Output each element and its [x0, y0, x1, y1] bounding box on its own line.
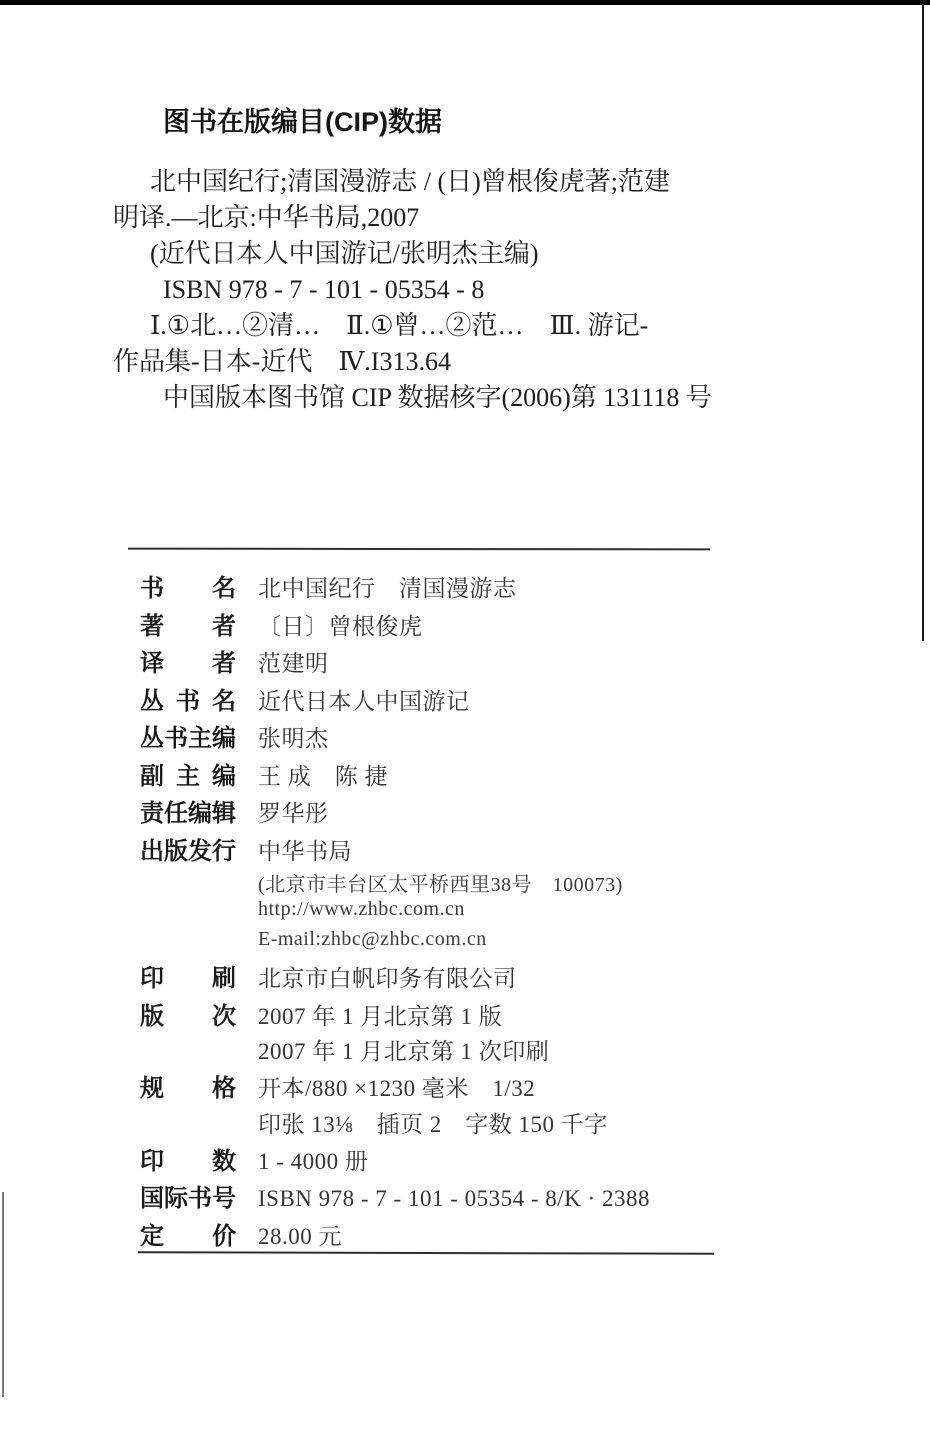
colophon-value: 〔日〕曾根俊虎 — [258, 613, 423, 639]
publisher-website: http://www.zhbc.com.cn — [258, 898, 465, 920]
cip-classification-line1: Ⅰ.①北…②清… Ⅱ.①曾…②范… Ⅲ. 游记- — [150, 311, 649, 340]
publisher-address: (北京市丰台区太平桥西里38号 100073) — [258, 874, 623, 896]
colophon-value: 北京市白帆印务有限公司 — [258, 966, 517, 991]
colophon-value: 开本/880 ×1230 毫米 1/32 — [258, 1076, 536, 1101]
colophon-label: 出版发行 — [140, 837, 236, 865]
colophon-row-responsible-editor — [140, 793, 780, 831]
colophon-row-print-run — [140, 1141, 780, 1179]
colophon-row-publisher — [140, 831, 780, 869]
colophon-value: 罗华彤 — [258, 801, 329, 826]
colophon-row-translator — [140, 643, 780, 681]
publisher-email: E-mail:zhbc@zhbc.com.cn — [258, 928, 487, 950]
colophon-row-publisher-website — [140, 898, 780, 928]
colophon-row-format — [140, 1068, 780, 1106]
colophon-value: 张明杰 — [258, 726, 329, 751]
cip-series-statement: (近代日本人中国游记/张明杰主编) — [150, 239, 539, 268]
cip-heading: 图书在版编目(CIP)数据 — [163, 107, 442, 137]
colophon-label: 国际书号 — [140, 1185, 236, 1212]
colophon-label: 印数 — [140, 1147, 236, 1175]
colophon-row-format-sheets — [140, 1106, 780, 1141]
colophon-value: ISBN 978 - 7 - 101 - 05354 - 8/K · 2388 — [258, 1186, 650, 1211]
cip-title-statement-line2: 明译.—北京:中华书局,2007 — [113, 203, 420, 232]
cip-title-statement-line1: 北中国纪行;清国漫游志 / (日)曾根俊虎著;范建 — [150, 167, 670, 196]
colophon-label: 定价 — [140, 1222, 236, 1250]
colophon-row-edition-printing — [140, 1033, 780, 1068]
colophon-label: 印刷 — [140, 965, 236, 992]
colophon-row-series-editor — [140, 718, 780, 756]
colophon-value: 北中国纪行 清国漫游志 — [258, 576, 517, 601]
colophon-label: 丛书名 — [140, 687, 236, 715]
colophon-value: 1 - 4000 册 — [258, 1148, 369, 1174]
colophon-row-printer — [140, 958, 780, 996]
scan-artifact-top-edge — [0, 0, 930, 5]
colophon-label: 责任编辑 — [140, 800, 236, 827]
cip-record-number: 中国版本图书馆 CIP 数据核字(2006)第 131118 号 — [163, 383, 712, 412]
colophon-label: 副主编 — [140, 762, 236, 790]
colophon-table — [140, 568, 780, 1253]
colophon-value: 近代日本人中国游记 — [258, 688, 470, 714]
colophon-label: 译者 — [140, 650, 236, 677]
colophon-row-publisher-email — [140, 928, 780, 958]
colophon-label: 丛书主编 — [140, 725, 236, 752]
colophon-value: 中华书局 — [258, 838, 352, 864]
colophon-value: 王 成 陈 捷 — [258, 763, 388, 789]
colophon-row-price — [140, 1216, 780, 1254]
colophon-row-edition — [140, 996, 780, 1034]
colophon-label: 著者 — [140, 612, 236, 640]
colophon-value: 28.00 元 — [258, 1223, 342, 1249]
colophon-label: 规格 — [140, 1075, 236, 1102]
colophon-value: 2007 年 1 月北京第 1 次印刷 — [258, 1039, 550, 1064]
cip-data-block — [0, 104, 930, 416]
colophon-row-title — [140, 568, 780, 606]
colophon-row-series — [140, 681, 780, 719]
divider-bottom — [138, 1251, 714, 1255]
cip-isbn: ISBN 978 - 7 - 101 - 05354 - 8 — [163, 275, 485, 304]
colophon-row-author — [140, 606, 780, 644]
colophon-row-deputy-editors — [140, 756, 780, 794]
divider-top — [128, 548, 710, 551]
colophon-row-publisher-address — [140, 868, 780, 898]
colophon-value: 印张 13⅛ 插页 2 字数 150 千字 — [258, 1111, 608, 1137]
scan-artifact-left-edge — [2, 1192, 4, 1397]
colophon-label: 书名 — [140, 575, 236, 602]
colophon-row-isbn — [140, 1178, 780, 1216]
colophon-value: 2007 年 1 月北京第 1 版 — [258, 1003, 503, 1029]
colophon-value: 范建明 — [258, 651, 329, 676]
cip-classification-line2: 作品集-日本-近代 Ⅳ.I313.64 — [113, 347, 451, 376]
colophon-label: 版次 — [140, 1002, 236, 1030]
